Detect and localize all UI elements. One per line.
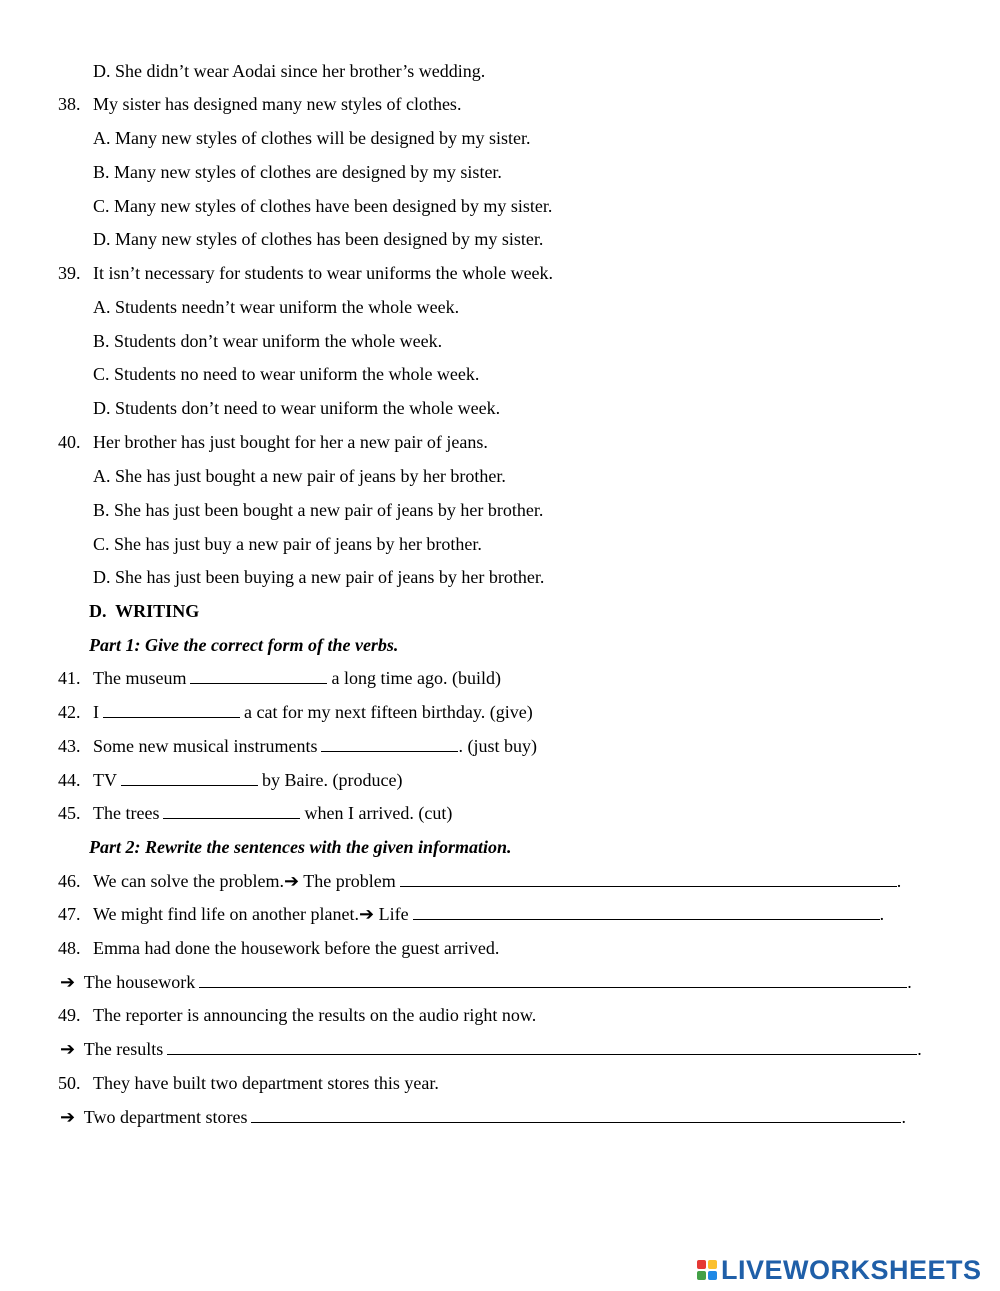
arrow-icon: ➔: [60, 1107, 76, 1127]
question-prefix: I: [93, 702, 99, 722]
question-number: 43.: [58, 736, 81, 756]
arrow-icon: ➔: [60, 1039, 76, 1059]
question-44: [58, 769, 402, 791]
question-39: [58, 262, 553, 284]
liveworksheets-logo: [697, 1254, 982, 1286]
question-number: 44.: [58, 770, 81, 790]
question-prefix: The museum: [93, 668, 187, 688]
question-suffix: when I arrived. (cut): [304, 803, 453, 823]
question-45: [58, 802, 452, 824]
logo-square-blue: [708, 1271, 717, 1280]
answer-blank[interactable]: [199, 971, 907, 988]
question-50: [58, 1072, 439, 1094]
question-text: The reporter is announcing the results on the audio right now.: [93, 1005, 537, 1025]
question-number: 45.: [58, 803, 81, 823]
q39-option-b: B. Students don’t wear uniform the whole week.: [93, 331, 443, 351]
question-text: They have built two department stores this year.: [93, 1073, 439, 1093]
answer-blank[interactable]: [251, 1106, 901, 1123]
question-suffix: a long time ago. (build): [331, 668, 501, 688]
question-text: We can solve the problem.: [93, 871, 284, 891]
arrow-icon: ➔: [284, 871, 300, 891]
line-end: .: [901, 1107, 906, 1127]
answer-blank[interactable]: [321, 735, 458, 752]
question-number: 47.: [58, 904, 81, 924]
rewrite-line-48: [60, 971, 912, 993]
question-number: 46.: [58, 871, 81, 891]
logo-square-yellow: [708, 1260, 717, 1269]
question-40: [58, 431, 488, 453]
question-43: [58, 735, 537, 757]
question-42: [58, 701, 533, 723]
answer-blank[interactable]: [413, 903, 880, 920]
question-number: 42.: [58, 702, 81, 722]
question-41: [58, 667, 501, 689]
q40-option-c: C. She has just buy a new pair of jeans by her brother.: [93, 534, 482, 554]
question-suffix: . (just buy): [458, 736, 537, 756]
rewrite-start: The results: [83, 1039, 164, 1059]
rewrite-line-50: [60, 1106, 906, 1128]
question-number: 38.: [58, 94, 81, 114]
line-end: .: [917, 1039, 922, 1059]
q37-option-d: D. She didn’t wear Aodai since her brother’s wedding.: [93, 61, 486, 81]
q39-option-a: A. Students needn’t wear uniform the whole week.: [93, 297, 460, 317]
q38-option-a: A. Many new styles of clothes will be designed by my sister.: [93, 128, 531, 148]
question-number: 41.: [58, 668, 81, 688]
question-49: [58, 1004, 536, 1026]
line-end: .: [879, 904, 885, 924]
q39-option-c: C. Students no need to wear uniform the whole week.: [93, 364, 480, 384]
question-text: It isn’t necessary for students to wear uniforms the whole week.: [93, 263, 554, 283]
answer-blank[interactable]: [167, 1038, 917, 1055]
answer-blank[interactable]: [103, 701, 240, 718]
line-end: .: [907, 972, 912, 992]
question-48: [58, 937, 499, 959]
logo-text: LIVEWORKSHEETS: [721, 1254, 982, 1285]
question-text: My sister has designed many new styles of clothes.: [93, 94, 462, 114]
part1-title: Part 1: Give the correct form of the verbs.: [89, 635, 399, 655]
rewrite-line-49: [60, 1038, 922, 1060]
question-46: [58, 870, 901, 892]
q38-option-d: D. Many new styles of clothes has been designed by my sister.: [93, 229, 544, 249]
part2-title: Part 2: Rewrite the sentences with the given information.: [89, 837, 512, 857]
rewrite-start: The problem: [303, 871, 396, 891]
arrow-icon: ➔: [60, 972, 76, 992]
answer-blank[interactable]: [163, 802, 300, 819]
arrow-icon: ➔: [358, 904, 375, 924]
section-title: D. WRITING: [89, 601, 200, 621]
question-suffix: a cat for my next fifteen birthday. (give): [244, 702, 533, 722]
rewrite-start: Life: [378, 904, 409, 924]
question-text: We might find life on another planet.: [93, 904, 359, 924]
q38-option-b: B. Many new styles of clothes are designed by my sister.: [93, 162, 502, 182]
rewrite-start: The housework: [83, 972, 196, 992]
question-number: 48.: [58, 938, 81, 958]
question-prefix: The trees: [93, 803, 160, 823]
question-prefix: TV: [93, 770, 117, 790]
answer-blank[interactable]: [190, 667, 327, 684]
q38-option-c: C. Many new styles of clothes have been designed by my sister.: [93, 196, 553, 216]
question-number: 50.: [58, 1073, 81, 1093]
logo-square-red: [697, 1260, 706, 1269]
question-prefix: Some new musical instruments: [93, 736, 318, 756]
q39-option-d: D. Students don’t need to wear uniform the whole week.: [93, 398, 501, 418]
line-end: .: [896, 871, 902, 891]
logo-mark-icon: [697, 1260, 717, 1280]
question-38: [58, 93, 461, 115]
question-number: 40.: [58, 432, 81, 452]
q40-option-d: D. She has just been buying a new pair of jeans by her brother.: [93, 567, 545, 587]
answer-blank[interactable]: [121, 769, 258, 786]
q40-option-a: A. She has just bought a new pair of jeans by her brother.: [93, 466, 506, 486]
question-number: 49.: [58, 1005, 81, 1025]
rewrite-start: Two department stores: [83, 1107, 248, 1127]
answer-blank[interactable]: [400, 870, 897, 887]
question-47: [58, 903, 884, 925]
question-suffix: by Baire. (produce): [262, 770, 403, 790]
question-number: 39.: [58, 263, 81, 283]
question-text: Emma had done the housework before the guest arrived.: [93, 938, 500, 958]
logo-square-green: [697, 1271, 706, 1280]
question-text: Her brother has just bought for her a new pair of jeans.: [93, 432, 488, 452]
q40-option-b: B. She has just been bought a new pair of jeans by her brother.: [93, 500, 544, 520]
